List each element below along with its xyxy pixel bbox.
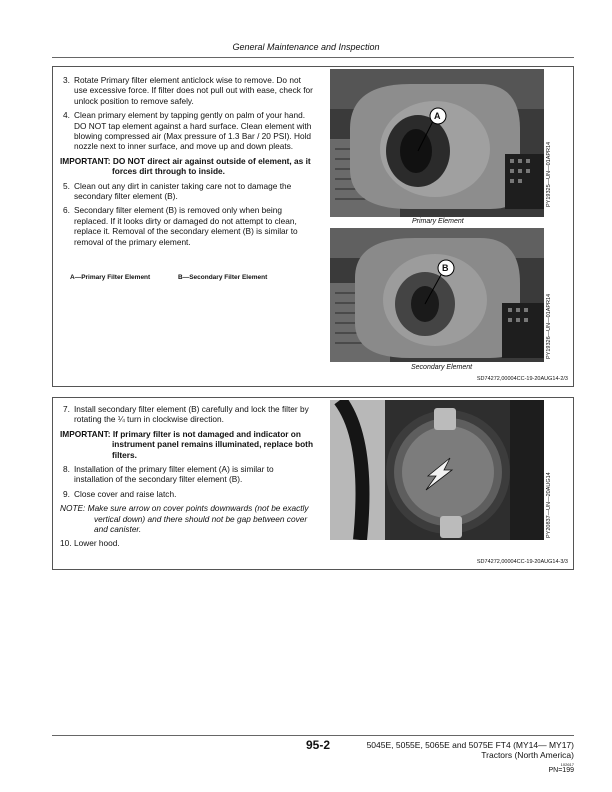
procedure-section-2 bbox=[52, 397, 574, 570]
step-3: 3. Rotate Primary filter element anticlock wise to remove. Do not use excessive force. If filter does not pull out with ease, check for unlock position to remove safely. bbox=[63, 75, 313, 106]
page-header-title: General Maintenance and Inspection bbox=[232, 42, 380, 52]
step-10: 10. Lower hood. bbox=[60, 538, 120, 549]
footer-title-line-2: Tractors (North America) bbox=[481, 750, 574, 760]
page-number: 95-2 bbox=[306, 738, 331, 752]
image-1-caption: Primary Element bbox=[412, 218, 464, 225]
callout-a: A bbox=[434, 111, 441, 121]
section-1-text bbox=[60, 75, 313, 251]
step-4: 4. Clean primary element by tapping gently on palm of your hand. DO NOT tap element against a hard surface. Clean element with blowing compressed air (Max pressure of 1.3 Bar / 20 PSI). Hold nozzle next to inner surface, and move up and down pleats. bbox=[63, 110, 312, 152]
header-rule bbox=[52, 57, 574, 58]
callout-b: B bbox=[442, 263, 449, 273]
footer-date-code: 102617 bbox=[560, 762, 574, 767]
figure-legend bbox=[70, 274, 293, 281]
image-2-caption: Secondary Element bbox=[411, 364, 473, 371]
primary-element-photo bbox=[330, 69, 544, 217]
step-9: 9. Close cover and raise latch. bbox=[63, 488, 177, 499]
legend-primary-filter: A—Primary Filter Element bbox=[70, 274, 151, 281]
step-5: 5. Clean out any dirt in canister taking care not to damage the secondary filter element (B). bbox=[63, 180, 292, 202]
secondary-element-photo bbox=[330, 228, 544, 362]
footer-pn: PN=199 bbox=[548, 767, 574, 774]
image-3-code: PY20837—UN—20AUG14 bbox=[546, 472, 552, 538]
legend-secondary-filter: B—Secondary Filter Element bbox=[178, 274, 268, 281]
important-notice-2: IMPORTANT: If primary filter is not damaged and indicator on instrument panel remains illuminated, replace both filters. bbox=[60, 428, 314, 460]
image-2-code: PY19326—UN—01APR14 bbox=[546, 293, 552, 359]
note: NOTE: Make sure arrow on cover points downwards (not be exactly vertical down) and there should not be gap between cover and canister. bbox=[60, 503, 309, 535]
important-notice-1: IMPORTANT: DO NOT direct air against outside of element, as it forces dirt through to inside. bbox=[60, 155, 311, 177]
filter-cover-photo bbox=[330, 400, 544, 540]
procedure-section-1 bbox=[52, 66, 574, 387]
step-7: 7. Install secondary filter element (B) carefully and lock the filter by rotating the ¼ turn in clockwise direction. bbox=[63, 404, 309, 425]
image-1-code: PY19325—UN—01APR14 bbox=[546, 141, 552, 207]
section-2-text bbox=[60, 404, 313, 553]
step-8: 8. Installation of the primary filter element (A) is similar to installation of the secondary filter element (B). bbox=[63, 464, 274, 485]
footer-title bbox=[367, 740, 574, 760]
footer-rule bbox=[52, 735, 574, 736]
reference-code-2: SD74272,00004CC-19-20AUG14-3/3 bbox=[476, 559, 568, 565]
reference-code-1: SD74272,00004CC-19-20AUG14-2/3 bbox=[476, 376, 568, 382]
footer-title-line-1: 5045E, 5055E, 5065E and 5075E FT4 (MY14— MY17) bbox=[366, 740, 574, 750]
step-6: 6. Secondary filter element (B) is removed only when being replaced. If it looks dirty or damaged do not attempt to clean, replace it. Removal of the secondary element (B) is similar to removal of the primary element. bbox=[63, 205, 298, 247]
